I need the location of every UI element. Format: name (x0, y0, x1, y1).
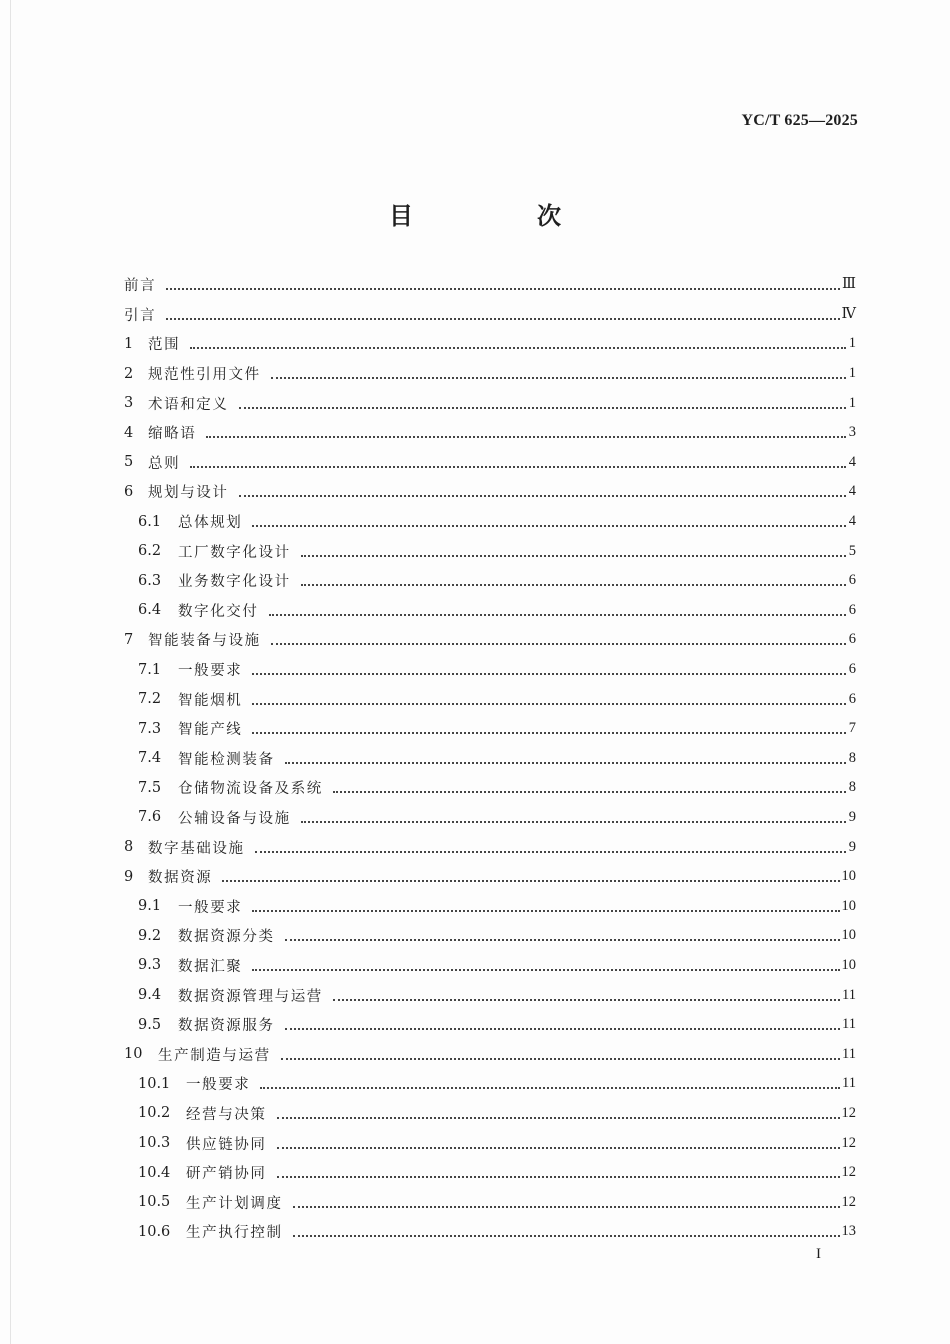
toc-entry-title: 研产销协同 (186, 1166, 267, 1183)
toc-entry-page: 3 (848, 424, 856, 441)
dot-leader (293, 1205, 840, 1208)
dot-leader (166, 317, 839, 320)
toc-entry-number: 10 (124, 1046, 143, 1063)
toc-entry-title: 智能烟机 (178, 692, 243, 709)
toc-entry-page: 10 (841, 956, 856, 973)
toc-entry[interactable] (124, 300, 856, 330)
toc-entry-number: 9.1 (138, 898, 162, 915)
toc-entry[interactable] (124, 1099, 856, 1129)
toc-entry-title: 数据资源服务 (178, 1018, 275, 1035)
toc-entry[interactable] (124, 891, 856, 921)
toc-entry-page: 6 (848, 572, 856, 589)
dot-leader (239, 494, 847, 497)
dot-leader (301, 820, 846, 823)
dot-leader (252, 702, 846, 705)
toc-entry-page: 6 (848, 601, 856, 618)
toc-entry-title: 数据资源分类 (178, 929, 275, 946)
toc-entry-title: 数字化交付 (178, 603, 259, 620)
toc-entry[interactable] (124, 1010, 856, 1040)
toc-entry[interactable] (124, 270, 856, 300)
toc-entry-page: Ⅲ (842, 276, 856, 293)
dot-leader (239, 406, 847, 409)
dot-leader (285, 761, 846, 764)
dot-leader (260, 1086, 840, 1089)
toc-entry-page: 13 (841, 1223, 856, 1240)
dot-leader (252, 731, 846, 734)
toc-entry-number: 10.4 (138, 1164, 171, 1181)
toc-entry-page: 9 (848, 838, 856, 855)
toc-entry[interactable] (124, 388, 856, 418)
toc-entry[interactable] (124, 1069, 856, 1099)
dot-leader (166, 287, 840, 290)
toc-entry[interactable] (124, 359, 856, 389)
toc-entry[interactable] (124, 921, 856, 951)
toc-entry-title: 供应链协同 (186, 1136, 267, 1153)
toc-entry-number: 3 (124, 395, 134, 412)
toc-entry-page: 12 (841, 1134, 856, 1151)
dot-leader (301, 554, 846, 557)
toc-entry[interactable] (124, 1039, 856, 1069)
toc-entry[interactable] (124, 803, 856, 833)
dot-leader (252, 524, 846, 527)
dot-leader (252, 672, 846, 675)
toc-entry-number: 9.4 (138, 987, 162, 1004)
toc-entry[interactable] (124, 714, 856, 744)
toc-entry-title: 术语和定义 (148, 396, 229, 413)
toc-entry-number: 9.5 (138, 1016, 162, 1033)
toc-entry[interactable] (124, 536, 856, 566)
toc-entry-page: 6 (848, 631, 856, 648)
dot-leader (190, 465, 846, 468)
toc-entry-title: 业务数字化设计 (178, 574, 291, 591)
dot-leader (277, 1146, 840, 1149)
toc-entry[interactable] (124, 951, 856, 981)
dot-leader (333, 790, 846, 793)
toc-entry-page: 12 (841, 1193, 856, 1210)
toc-entry[interactable] (124, 655, 856, 685)
toc-entry-title: 规范性引用文件 (148, 367, 261, 384)
toc-entry-title: 总则 (148, 455, 181, 472)
toc-entry-number: 1 (124, 335, 134, 352)
toc-entry-title: 智能产线 (178, 722, 243, 739)
toc-entry-number: 9 (124, 868, 134, 885)
dot-leader (271, 642, 846, 645)
dot-leader (281, 1057, 840, 1060)
toc-entry-title: 数据资源管理与运营 (178, 988, 323, 1005)
toc-entry-number: 9.3 (138, 957, 162, 974)
toc-entry[interactable] (124, 862, 856, 892)
toc-entry-number: 10.2 (138, 1105, 171, 1122)
toc-entry[interactable] (124, 1158, 856, 1188)
toc-entry-title: 范围 (148, 337, 181, 354)
standard-code: YC/T 625—2025 (741, 112, 858, 129)
dot-leader (285, 1027, 840, 1030)
dot-leader (277, 1116, 840, 1119)
toc-entry-number: 8 (124, 839, 134, 856)
toc-entry[interactable] (124, 832, 856, 862)
toc-entry[interactable] (124, 566, 856, 596)
toc-entry-page: 8 (848, 779, 856, 796)
toc-entry-number: 6.3 (138, 572, 162, 589)
toc-entry-page: 11 (842, 1075, 856, 1092)
toc-entry[interactable] (124, 1217, 856, 1247)
dot-leader (206, 435, 846, 438)
toc-entry-page: 6 (848, 661, 856, 678)
toc-entry-number: 7.5 (138, 779, 162, 796)
toc-entry-title: 生产制造与运营 (158, 1047, 271, 1064)
toc-entry[interactable] (124, 329, 856, 359)
toc-entry-number: 4 (124, 424, 134, 441)
toc-entry[interactable] (124, 477, 856, 507)
toc-entry-page: 1 (848, 365, 856, 382)
toc-entry-title: 经营与决策 (186, 1106, 267, 1123)
toc-entry-page: 6 (848, 690, 856, 707)
dot-leader (293, 1234, 840, 1237)
toc-entry-number: 10.3 (138, 1135, 171, 1152)
toc-entry[interactable] (124, 1187, 856, 1217)
toc-entry-title: 公辅设备与设施 (178, 810, 291, 827)
dot-leader (252, 909, 839, 912)
toc-entry[interactable] (124, 1128, 856, 1158)
toc-entry-page: 11 (842, 986, 856, 1003)
page-folio: I (816, 1246, 821, 1262)
toc-entry-number: 6.1 (138, 513, 162, 530)
toc-entry-page: 11 (842, 1045, 856, 1062)
dot-leader (190, 346, 846, 349)
toc-entry[interactable] (124, 596, 856, 626)
toc-entry-title: 缩略语 (148, 426, 197, 443)
toc-entry-number: 6.2 (138, 543, 162, 560)
toc-entry[interactable] (124, 625, 856, 655)
toc-entry[interactable] (124, 684, 856, 714)
toc-entry[interactable] (124, 507, 856, 537)
toc-entry-number: 7.4 (138, 750, 162, 767)
toc-entry[interactable] (124, 448, 856, 478)
dot-leader (255, 850, 846, 853)
toc-entry-page: 4 (848, 453, 856, 470)
toc-entry-page: 4 (848, 483, 856, 500)
toc-entry[interactable] (124, 980, 856, 1010)
toc-entry-page: 11 (842, 1016, 856, 1033)
toc-entry-page: Ⅳ (841, 305, 856, 322)
toc-entry-number: 9.2 (138, 927, 162, 944)
toc-entry-page: 10 (841, 927, 856, 944)
dot-leader (285, 938, 840, 941)
toc-entry-title: 一般要求 (178, 899, 243, 916)
toc-entry-title: 仓储物流设备及系统 (178, 781, 323, 798)
toc-entry-title: 总体规划 (178, 515, 243, 532)
toc-entry-number: 10.6 (138, 1223, 171, 1240)
dot-leader (252, 968, 839, 971)
toc-entry-number: 5 (124, 454, 134, 471)
table-of-contents (124, 270, 856, 1247)
dot-leader (301, 583, 846, 586)
dot-leader (222, 879, 839, 882)
toc-entry-number: 7.1 (138, 661, 162, 678)
toc-entry-number: 10.1 (138, 1075, 171, 1092)
toc-entry-page: 9 (848, 808, 856, 825)
toc-entry-title: 工厂数字化设计 (178, 544, 291, 561)
toc-entry-title: 引言 (124, 307, 157, 324)
toc-entry-title: 一般要求 (178, 663, 243, 680)
toc-entry-number: 7.3 (138, 720, 162, 737)
toc-entry-title: 智能检测装备 (178, 751, 275, 768)
dot-leader (333, 998, 840, 1001)
toc-entry-number: 6.4 (138, 602, 162, 619)
toc-entry-page: 5 (848, 542, 856, 559)
toc-entry-title: 智能装备与设施 (148, 633, 261, 650)
toc-entry-title: 数据资源 (148, 870, 213, 887)
toc-entry-page: 10 (841, 897, 856, 914)
toc-entry[interactable] (124, 744, 856, 774)
toc-title: 目 次 (389, 201, 611, 230)
toc-entry-page: 4 (848, 513, 856, 530)
toc-entry-page: 7 (848, 720, 856, 737)
toc-entry-number: 6 (124, 483, 134, 500)
toc-entry-number: 7.6 (138, 809, 162, 826)
toc-entry-page: 1 (848, 335, 856, 352)
toc-entry-page: 1 (848, 394, 856, 411)
toc-entry-number: 2 (124, 365, 134, 382)
toc-entry-number: 7.2 (138, 691, 162, 708)
dot-leader (271, 376, 846, 379)
toc-entry-page: 12 (841, 1164, 856, 1181)
toc-entry-title: 数字基础设施 (148, 840, 245, 857)
toc-entry-title: 生产计划调度 (186, 1195, 283, 1212)
toc-entry-page: 8 (848, 749, 856, 766)
toc-entry-title: 前言 (124, 278, 157, 295)
dot-leader (269, 613, 847, 616)
dot-leader (277, 1175, 840, 1178)
toc-entry-number: 7 (124, 631, 134, 648)
toc-entry[interactable] (124, 773, 856, 803)
toc-entry-title: 生产执行控制 (186, 1225, 283, 1242)
toc-entry[interactable] (124, 418, 856, 448)
toc-entry-title: 规划与设计 (148, 485, 229, 502)
toc-entry-title: 一般要求 (186, 1077, 251, 1094)
toc-entry-title: 数据汇聚 (178, 958, 243, 975)
toc-entry-page: 12 (841, 1104, 856, 1121)
toc-entry-page: 10 (841, 868, 856, 885)
toc-entry-number: 10.5 (138, 1194, 171, 1211)
